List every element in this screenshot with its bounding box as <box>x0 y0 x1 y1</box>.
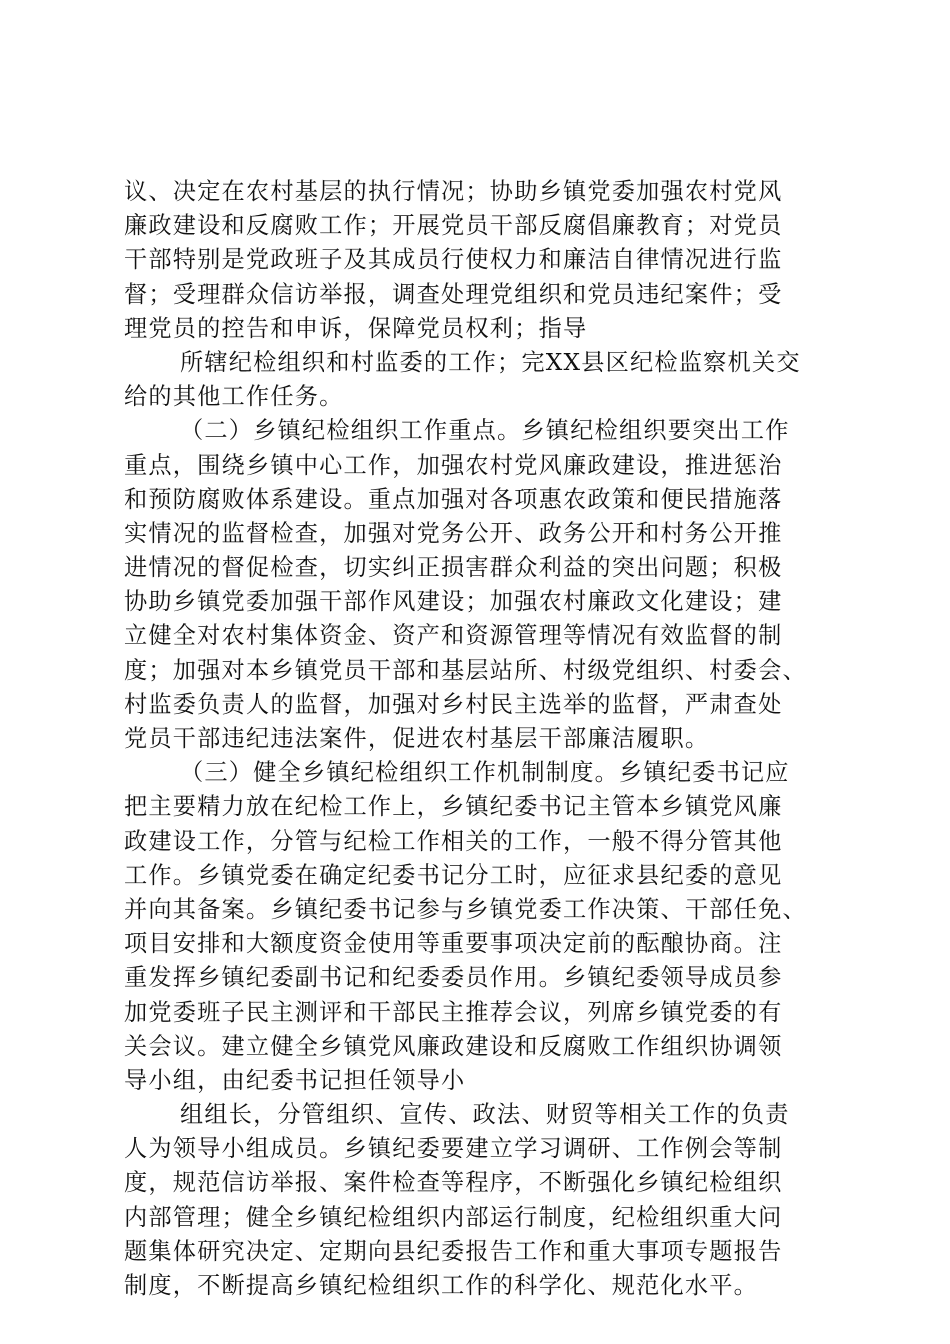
text-line: （三）健全乡镇纪检组织工作机制制度。乡镇纪委书记应 <box>180 759 790 787</box>
text-line: 政建设工作，分管与纪检工作相关的工作，一般不得分管其他 <box>124 827 783 855</box>
text-line: 给的其他工作任务。 <box>124 383 344 411</box>
text-line: 度；加强对本乡镇党员干部和基层站所、村级党组织、村委会、 <box>124 656 807 684</box>
text-line: 并向其备案。乡镇纪委书记参与乡镇党委工作决策、干部任免、 <box>124 895 807 923</box>
text-line: 制度，不断提高乡镇纪检组织工作的科学化、规范化水平。 <box>124 1272 759 1299</box>
text-line: 工作。乡镇党委在确定纪委书记分工时，应征求县纪委的意见 <box>124 861 783 889</box>
text-line: 理党员的控告和申诉，保障党员权利；指导 <box>124 314 588 342</box>
text-line: 干部特别是党政班子及其成员行使权力和廉洁自律情况进行监 <box>124 246 783 274</box>
text-line: 把主要精力放在纪检工作上，乡镇纪委书记主管本乡镇党风廉 <box>124 793 783 821</box>
text-line: 和预防腐败体系建设。重点加强对各项惠农政策和便民措施落 <box>124 485 783 513</box>
text-line: 进情况的督促检查，切实纠正损害群众利益的突出问题；积极 <box>124 554 783 582</box>
text-line: 实情况的监督检查，加强对党务公开、政务公开和村务公开推 <box>124 519 783 547</box>
text-line: 人为领导小组成员。乡镇纪委要建立学习调研、工作例会等制 <box>124 1135 783 1163</box>
text-line: 党员干部违纪违法案件，促进农村基层干部廉洁履职。 <box>124 725 710 752</box>
text-line: 题集体研究决定、定期向县纪委报告工作和重大事项专题报告 <box>124 1237 783 1265</box>
text-line: 督；受理群众信访举报，调查处理党组织和党员违纪案件；受 <box>124 280 783 308</box>
text-line: 所辖纪检组织和村监委的工作；完XX县区纪检监察机关交 <box>180 348 801 376</box>
text-line: 廉政建设和反腐败工作；开展党员干部反腐倡廉教育；对党员 <box>124 212 783 240</box>
text-line: 重发挥乡镇纪委副书记和纪委委员作用。乡镇纪委领导成员参 <box>124 964 783 992</box>
text-line: 组组长，分管组织、宣传、政法、财贸等相关工作的负责 <box>180 1101 790 1129</box>
document-body <box>124 175 836 1303</box>
text-line: 协助乡镇党委加强干部作风建设；加强农村廉政文化建设；建 <box>124 588 783 616</box>
text-line: 度，规范信访举报、案件检查等程序，不断强化乡镇纪检组织 <box>124 1169 783 1197</box>
text-line: 加党委班子民主测评和干部民主推荐会议，列席乡镇党委的有 <box>124 998 783 1026</box>
text-line: 内部管理；健全乡镇纪检组织内部运行制度，纪检组织重大问 <box>124 1203 783 1231</box>
text-line: （二）乡镇纪检组织工作重点。乡镇纪检组织要突出工作 <box>180 417 790 445</box>
text-line: 重点，围绕乡镇中心工作，加强农村党风廉政建设，推进惩治 <box>124 451 783 479</box>
text-line: 项目安排和大额度资金使用等重要事项决定前的酝酿协商。注 <box>124 930 783 958</box>
text-line: 关会议。建立健全乡镇党风廉政建设和反腐败工作组织协调领 <box>124 1032 783 1060</box>
text-line: 议、决定在农村基层的执行情况；协助乡镇党委加强农村党风 <box>124 178 783 205</box>
text-line: 村监委负责人的监督，加强对乡村民主选举的监督，严肃查处 <box>124 690 783 718</box>
text-line: 导小组，由纪委书记担任领导小 <box>124 1066 466 1094</box>
text-line: 立健全对农村集体资金、资产和资源管理等情况有效监督的制 <box>124 622 783 650</box>
